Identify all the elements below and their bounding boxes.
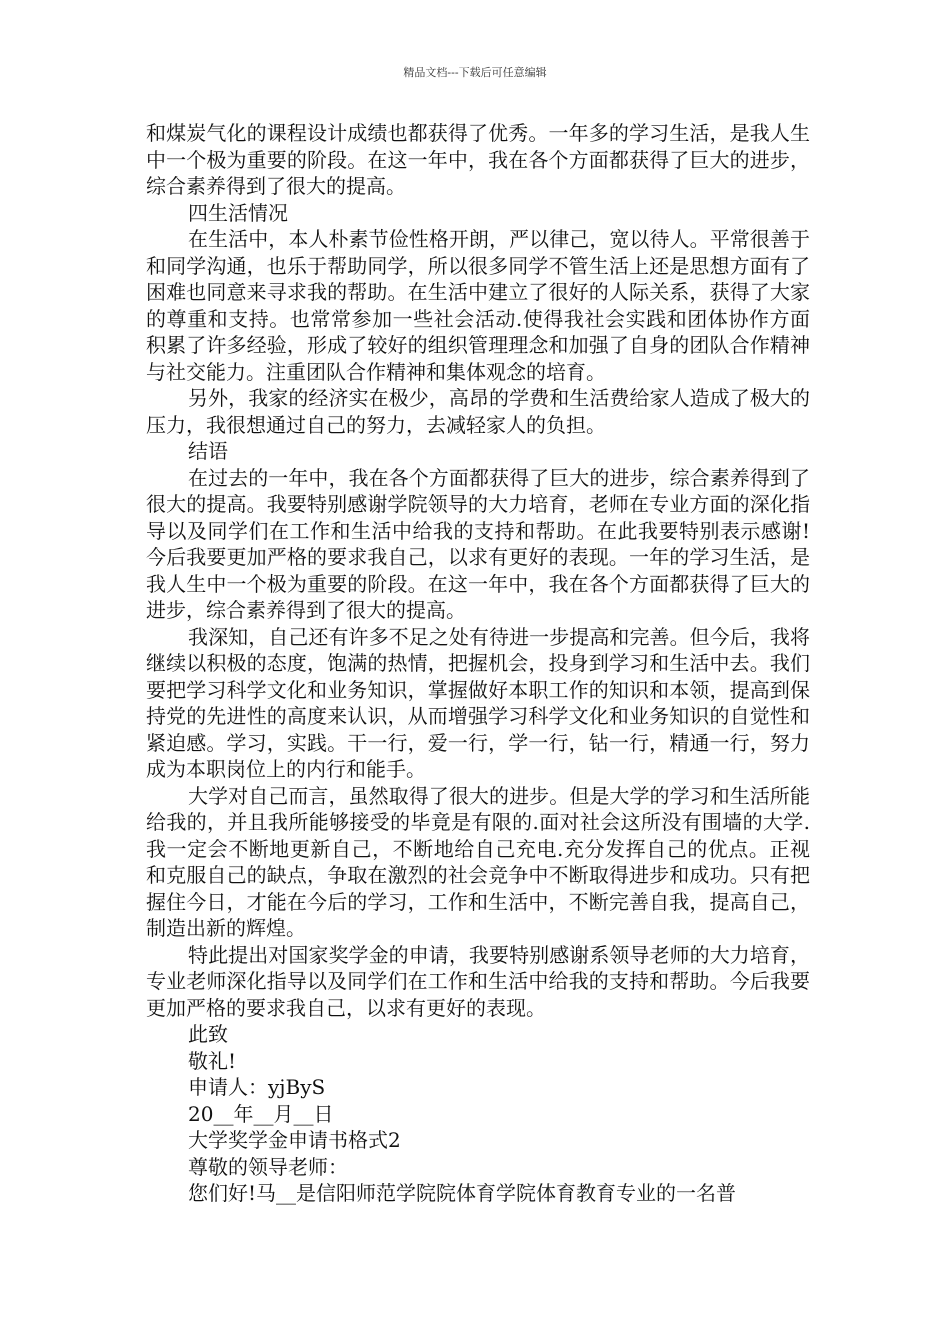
- paragraph: 在生活中，本人朴素节俭性格开朗，严以律己，宽以待人。平常很善于和同学沟通，也乐于帮助同学，所以很多同学不管生活上还是思想方面有了困难也同意来寻求我的帮助。在生活中建立了很好的人际关系，获得了大家的尊重和支持。也常常参加一些社会活动.使得我社会实践和团体协作方面积累了许多经验，形成了较好的组织管理理念和加强了自身的团队合作精神与社交能力。注重团队合作精神和集体观念的培育。: [146, 227, 810, 384]
- page-header: 精品文档---下载后可任意编辑: [403, 66, 547, 79]
- salutation: 尊敬的领导老师：: [188, 1154, 348, 1179]
- closing-salute: 敬礼!: [188, 1048, 237, 1073]
- closing-line: 此致: [188, 1022, 228, 1046]
- date-line: 20__年__月__日: [188, 1101, 334, 1126]
- paragraph: 在过去的一年中，我在各个方面都获得了巨大的进步，综合素养得到了很大的提高。我要特别感谢学院领导的大力培育，老师在专业方面的深化指导以及同学们在工作和生活中给我的支持和帮助。在此我要特别表示感谢!今后我要更加严格的要求我自己，以求有更好的表现。一年的学习生活，是我人生中一个极为重要的阶段。在这一年中，我在各个方面都获得了巨大的进步，综合素养得到了很大的提高。: [146, 465, 810, 622]
- section-title: 大学奖学金申请书格式2: [188, 1128, 401, 1152]
- applicant-line: 申请人：yjByS: [188, 1075, 326, 1099]
- paragraph: 和煤炭气化的课程设计成绩也都获得了优秀。一年多的学习生活，是我人生中一个极为重要的阶段。在这一年中，我在各个方面都获得了巨大的进步，综合素养得到了很大的提高。: [146, 121, 810, 198]
- section-heading: 结语: [188, 439, 228, 463]
- paragraph: 您们好!马__是信阳师范学院院体育学院体育教育专业的一名普: [188, 1181, 737, 1205]
- paragraph: 另外，我家的经济实在极少，高昂的学费和生活费给家人造成了极大的压力，我很想通过自己的努力，去减轻家人的负担。: [146, 386, 810, 437]
- paragraph: 大学对自己而言，虽然取得了很大的进步。但是大学的学习和生活所能给我的，并且我所能够接受的毕竟是有限的.面对社会这所没有围墙的大学.我一定会不断地更新自己，不断地给自己充电.充分发挥自己的优点。正视和克服自己的缺点，争取在激烈的社会竞争中不断取得进步和成功。只有把握住今日，才能在今后的学习，工作和生活中，不断完善自我，提高自己，制造出新的辉煌。: [146, 783, 810, 940]
- paragraph: 特此提出对国家奖学金的申请，我要特别感谢系领导老师的大力培育，专业老师深化指导以及同学们在工作和生活中给我的支持和帮助。今后我要更加严格的要求我自己，以求有更好的表现。: [146, 942, 810, 1020]
- section-heading: 四生活情况: [188, 200, 288, 225]
- paragraph: 我深知，自己还有许多不足之处有待进一步提高和完善。但今后，我将继续以积极的态度，饱满的热情，把握机会，投身到学习和生活中去。我们要把学习科学文化和业务知识，掌握做好本职工作的知识和本领，提高到保持党的先进性的高度来认识，从而增强学习科学文化和业务知识的自觉性和紧迫感。学习，实践。干一行，爱一行，学一行，钻一行，精通一行，努力成为本职岗位上的内行和能手。: [146, 624, 810, 781]
- document-body: [146, 120, 810, 1207]
